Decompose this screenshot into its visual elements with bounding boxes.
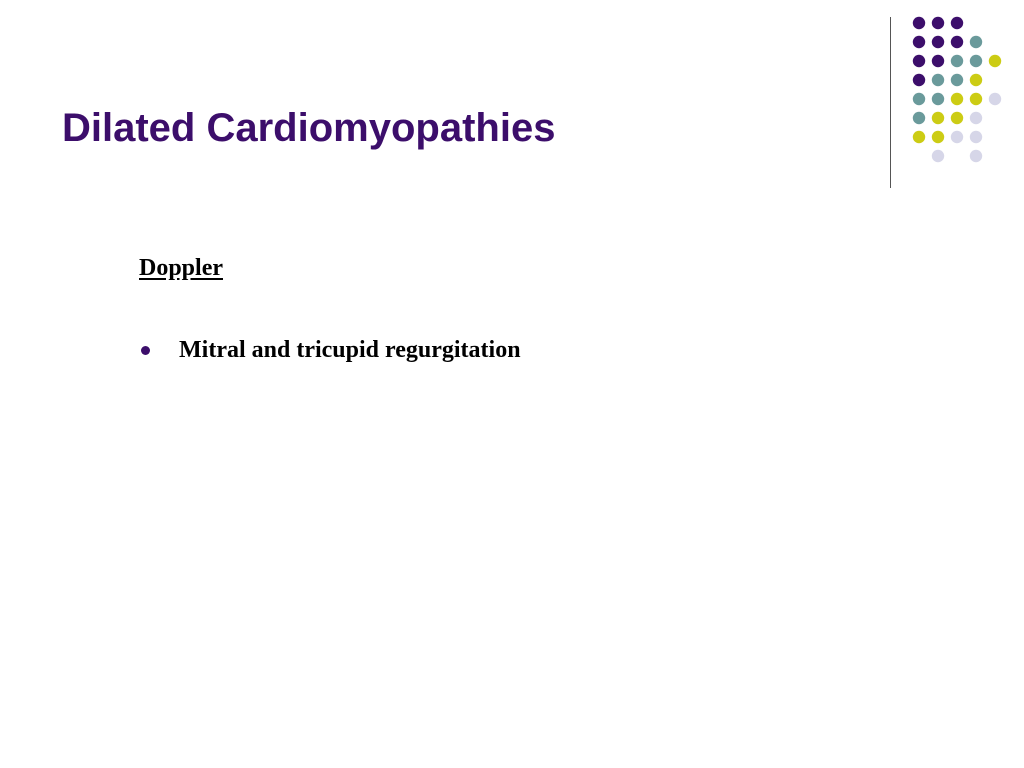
- bullet-dot-icon: [141, 346, 150, 355]
- decor-dot: [932, 131, 944, 143]
- decor-dot: [970, 150, 982, 162]
- decor-dot: [989, 93, 1001, 105]
- decor-dot: [932, 74, 944, 86]
- title-divider-line: [890, 17, 891, 188]
- section-subheading: Doppler: [139, 255, 223, 281]
- slide-title: Dilated Cardiomyopathies: [62, 106, 556, 150]
- decor-dot: [989, 55, 1001, 67]
- bullet-item: [139, 333, 521, 367]
- decor-dot: [932, 150, 944, 162]
- decor-dot: [970, 55, 982, 67]
- decor-dot: [932, 93, 944, 105]
- decor-dot: [951, 93, 963, 105]
- decor-dot: [913, 93, 925, 105]
- decor-dot: [951, 36, 963, 48]
- decor-dot: [932, 55, 944, 67]
- decor-dot: [932, 36, 944, 48]
- decor-dot: [951, 55, 963, 67]
- decor-dot: [932, 112, 944, 124]
- decor-dot: [913, 74, 925, 86]
- decor-dot: [951, 74, 963, 86]
- decor-dot: [970, 131, 982, 143]
- decor-dot: [970, 36, 982, 48]
- decor-dot: [970, 93, 982, 105]
- bullet-list: [139, 333, 521, 367]
- bullet-text: Mitral and tricupid regurgitation: [179, 337, 521, 363]
- decor-dot: [913, 112, 925, 124]
- corner-dot-grid: [909, 14, 1009, 166]
- decor-dot: [951, 131, 963, 143]
- decor-dot: [913, 131, 925, 143]
- decor-dot: [951, 112, 963, 124]
- decor-dot: [913, 17, 925, 29]
- decor-dot: [913, 36, 925, 48]
- decor-dot: [932, 17, 944, 29]
- decor-dot: [913, 55, 925, 67]
- decor-dot: [970, 74, 982, 86]
- decor-dot: [970, 112, 982, 124]
- decor-dot: [951, 17, 963, 29]
